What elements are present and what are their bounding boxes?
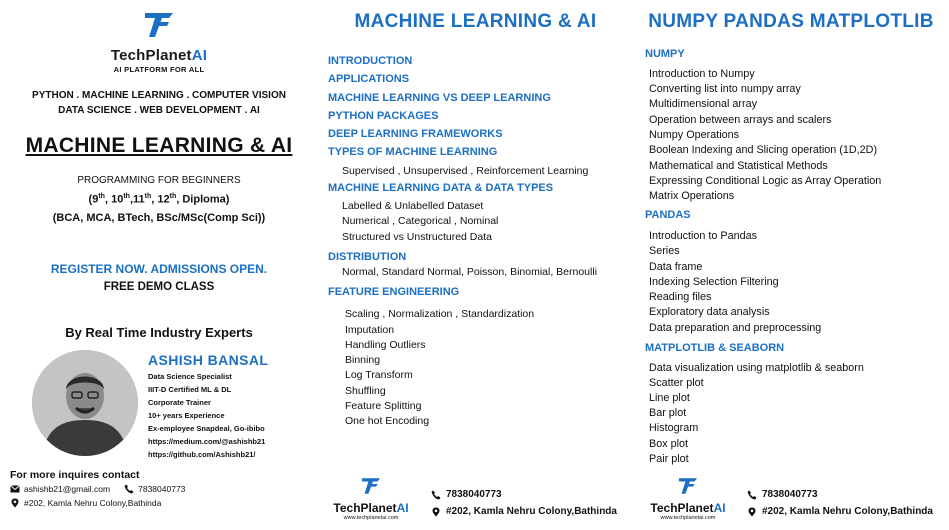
- syllabus-section: MACHINE LEARNING DATA & DATA TYPES: [328, 182, 554, 194]
- register-banner: REGISTER NOW. ADMISSIONS OPEN.: [50, 262, 268, 276]
- numpy-topic: Boolean Indexing and Slicing operation (1D,2D): [649, 144, 878, 156]
- numpy-pandas-syllabus: [633, 0, 949, 530]
- pandas-heading: PANDAS: [645, 209, 691, 221]
- syllabus-subitem: Labelled & Unlabelled Dataset: [342, 200, 484, 212]
- numpy-topic: Converting list into numpy array: [649, 83, 801, 95]
- footer-phone: 7838040773: [431, 489, 502, 500]
- syllabus-section: MACHINE LEARNING VS DEEP LEARNING: [328, 92, 551, 104]
- numpy-topic: Matrix Operations: [649, 190, 735, 202]
- pandas-topic: Data preparation and preprocessing: [649, 322, 822, 334]
- footer-phone: 7838040773: [747, 489, 818, 500]
- syllabus-subitem: Feature Splitting: [345, 400, 422, 412]
- syllabus-subitem: Handling Outliers: [345, 339, 426, 351]
- matplotlib-heading: MATPLOTLIB & SEABORN: [645, 342, 785, 354]
- phone-icon: [124, 484, 134, 494]
- pandas-topic: Data frame: [649, 261, 703, 273]
- syllabus-section: TYPES OF MACHINE LEARNING: [328, 146, 498, 158]
- programming-for-beginners: PROGRAMMING FOR BEGINNERS: [77, 175, 241, 186]
- contact-heading: For more inquires contact: [10, 469, 140, 481]
- footer-logo: TechPlanetAI www.techplanetai.com: [326, 476, 416, 521]
- mail-icon: [10, 484, 20, 494]
- syllabus-section: INTRODUCTION: [328, 55, 413, 67]
- footer-logo: TechPlanetAI www.techplanetai.com: [643, 476, 733, 521]
- matplotlib-topic: Bar plot: [649, 407, 687, 419]
- numpy-column-title: NUMPY PANDAS MATPLOTLIB: [648, 11, 934, 32]
- contact-address: #202, Kamla Nehru Colony,Bathinda: [24, 498, 162, 508]
- syllabus-section: FEATURE ENGINEERING: [328, 286, 460, 298]
- contact-phone[interactable]: 7838040773: [138, 484, 186, 494]
- numpy-topic: Multidimensional array: [649, 98, 758, 110]
- brand-logo: [0, 10, 318, 74]
- contact-email[interactable]: ashishb21@gmail.com: [24, 484, 111, 494]
- expert-name: ASHISH BANSAL: [148, 352, 269, 368]
- syllabus-subitem: Imputation: [345, 324, 395, 336]
- syllabus-subitem: Normal, Standard Normal, Poisson, Binomial, Bernoulli: [342, 266, 598, 278]
- grades-line: (9th, 10th,11th, 12th, Diploma): [88, 193, 230, 206]
- person-avatar-icon: [32, 350, 138, 456]
- expert-bio: Data Science Specialist IIIT-D Certified ML & DL Corporate Trainer 10+ years Experience Ex-employee Snapdeal, Go-ibibo https://medium.com/@ashishb21 https://github.com/Ashishb21/: [148, 372, 266, 459]
- brand-name: TechPlanetAI: [110, 47, 208, 64]
- phone-icon: [747, 490, 757, 500]
- numpy-topic: Operation between arrays and scalers: [649, 114, 832, 126]
- footer-address: #202, Kamla Nehru Colony,Bathinda: [431, 506, 617, 517]
- syllabus-subitem: Structured vs Unstructured Data: [342, 231, 492, 243]
- syllabus-section: APPLICATIONS: [328, 73, 410, 85]
- matplotlib-topic: Data visualization using matplotlib & seaborn: [649, 362, 864, 374]
- matplotlib-topic: Line plot: [649, 392, 690, 404]
- location-pin-icon: [431, 507, 441, 517]
- course-topics: PYTHON . MACHINE LEARNING . COMPUTER VISION DATA SCIENCE . WEB DEVELOPMENT . AI: [32, 90, 286, 116]
- degrees-line: (BCA, MCA, BTech, BSc/MSc(Comp Sci)): [52, 212, 266, 224]
- phone-icon: [431, 490, 441, 500]
- syllabus-section: DISTRIBUTION: [328, 251, 407, 263]
- numpy-topic: Introduction to Numpy: [649, 68, 755, 80]
- contact-address-row: [10, 498, 161, 508]
- syllabus-subitem: Binning: [345, 354, 381, 366]
- location-pin-icon: [10, 498, 20, 508]
- numpy-topic: Numpy Operations: [649, 129, 740, 141]
- techplanet-logo-icon: [677, 476, 699, 496]
- matplotlib-topic: Scatter plot: [649, 377, 704, 389]
- footer-website[interactable]: www.techplanetai.com: [343, 515, 399, 521]
- syllabus-section: PYTHON PACKAGES: [328, 110, 439, 122]
- page-title: MACHINE LEARNING & AI: [25, 134, 293, 157]
- brand-tagline: AI PLATFORM FOR ALL: [113, 65, 205, 74]
- numpy-topic: Expressing Conditional Logic as Array Operation: [649, 175, 882, 187]
- numpy-topic: Mathematical and Statistical Methods: [649, 160, 828, 172]
- pandas-topic: Indexing Selection Filtering: [649, 276, 779, 288]
- medium-link[interactable]: https://medium.com/@ashishb21: [148, 437, 266, 446]
- syllabus-subitem: Shuffling: [345, 385, 386, 397]
- ml-column-title: MACHINE LEARNING & AI: [354, 11, 597, 32]
- syllabus-subitem: Log Transform: [345, 369, 413, 381]
- syllabus-section: DEEP LEARNING FRAMEWORKS: [328, 128, 503, 140]
- numpy-heading: NUMPY: [645, 48, 685, 60]
- contact-row: [10, 484, 185, 494]
- expert-photo: [32, 350, 138, 456]
- location-pin-icon: [747, 507, 757, 517]
- experts-heading: By Real Time Industry Experts: [65, 325, 253, 340]
- matplotlib-topic: Histogram: [649, 422, 699, 434]
- footer-website[interactable]: www.techplanetai.com: [660, 515, 716, 521]
- syllabus-subitem: Numerical , Categorical , Nominal: [342, 215, 499, 227]
- syllabus-subitem: One hot Encoding: [345, 415, 430, 427]
- footer-address: #202, Kamla Nehru Colony,Bathinda: [747, 506, 933, 517]
- free-demo-label: FREE DEMO CLASS: [103, 281, 215, 293]
- ml-ai-syllabus: [318, 0, 633, 530]
- left-panel: [0, 0, 318, 530]
- techplanet-logo-icon: [360, 476, 382, 496]
- pandas-topic: Reading files: [649, 291, 712, 303]
- pandas-topic: Introduction to Pandas: [649, 230, 758, 242]
- pandas-topic: Exploratory data analysis: [649, 306, 770, 318]
- matplotlib-topic: Box plot: [649, 438, 689, 450]
- syllabus-subitem: Supervised , Unsupervised , Reinforcement Learning: [342, 165, 589, 177]
- pandas-topic: Series: [649, 245, 680, 257]
- matplotlib-topic: Pair plot: [649, 453, 689, 465]
- techplanet-logo-icon: [142, 10, 176, 40]
- syllabus-subitem: Scaling , Normalization , Standardization: [345, 308, 535, 320]
- github-link[interactable]: https://github.com/Ashishb21/: [148, 450, 256, 459]
